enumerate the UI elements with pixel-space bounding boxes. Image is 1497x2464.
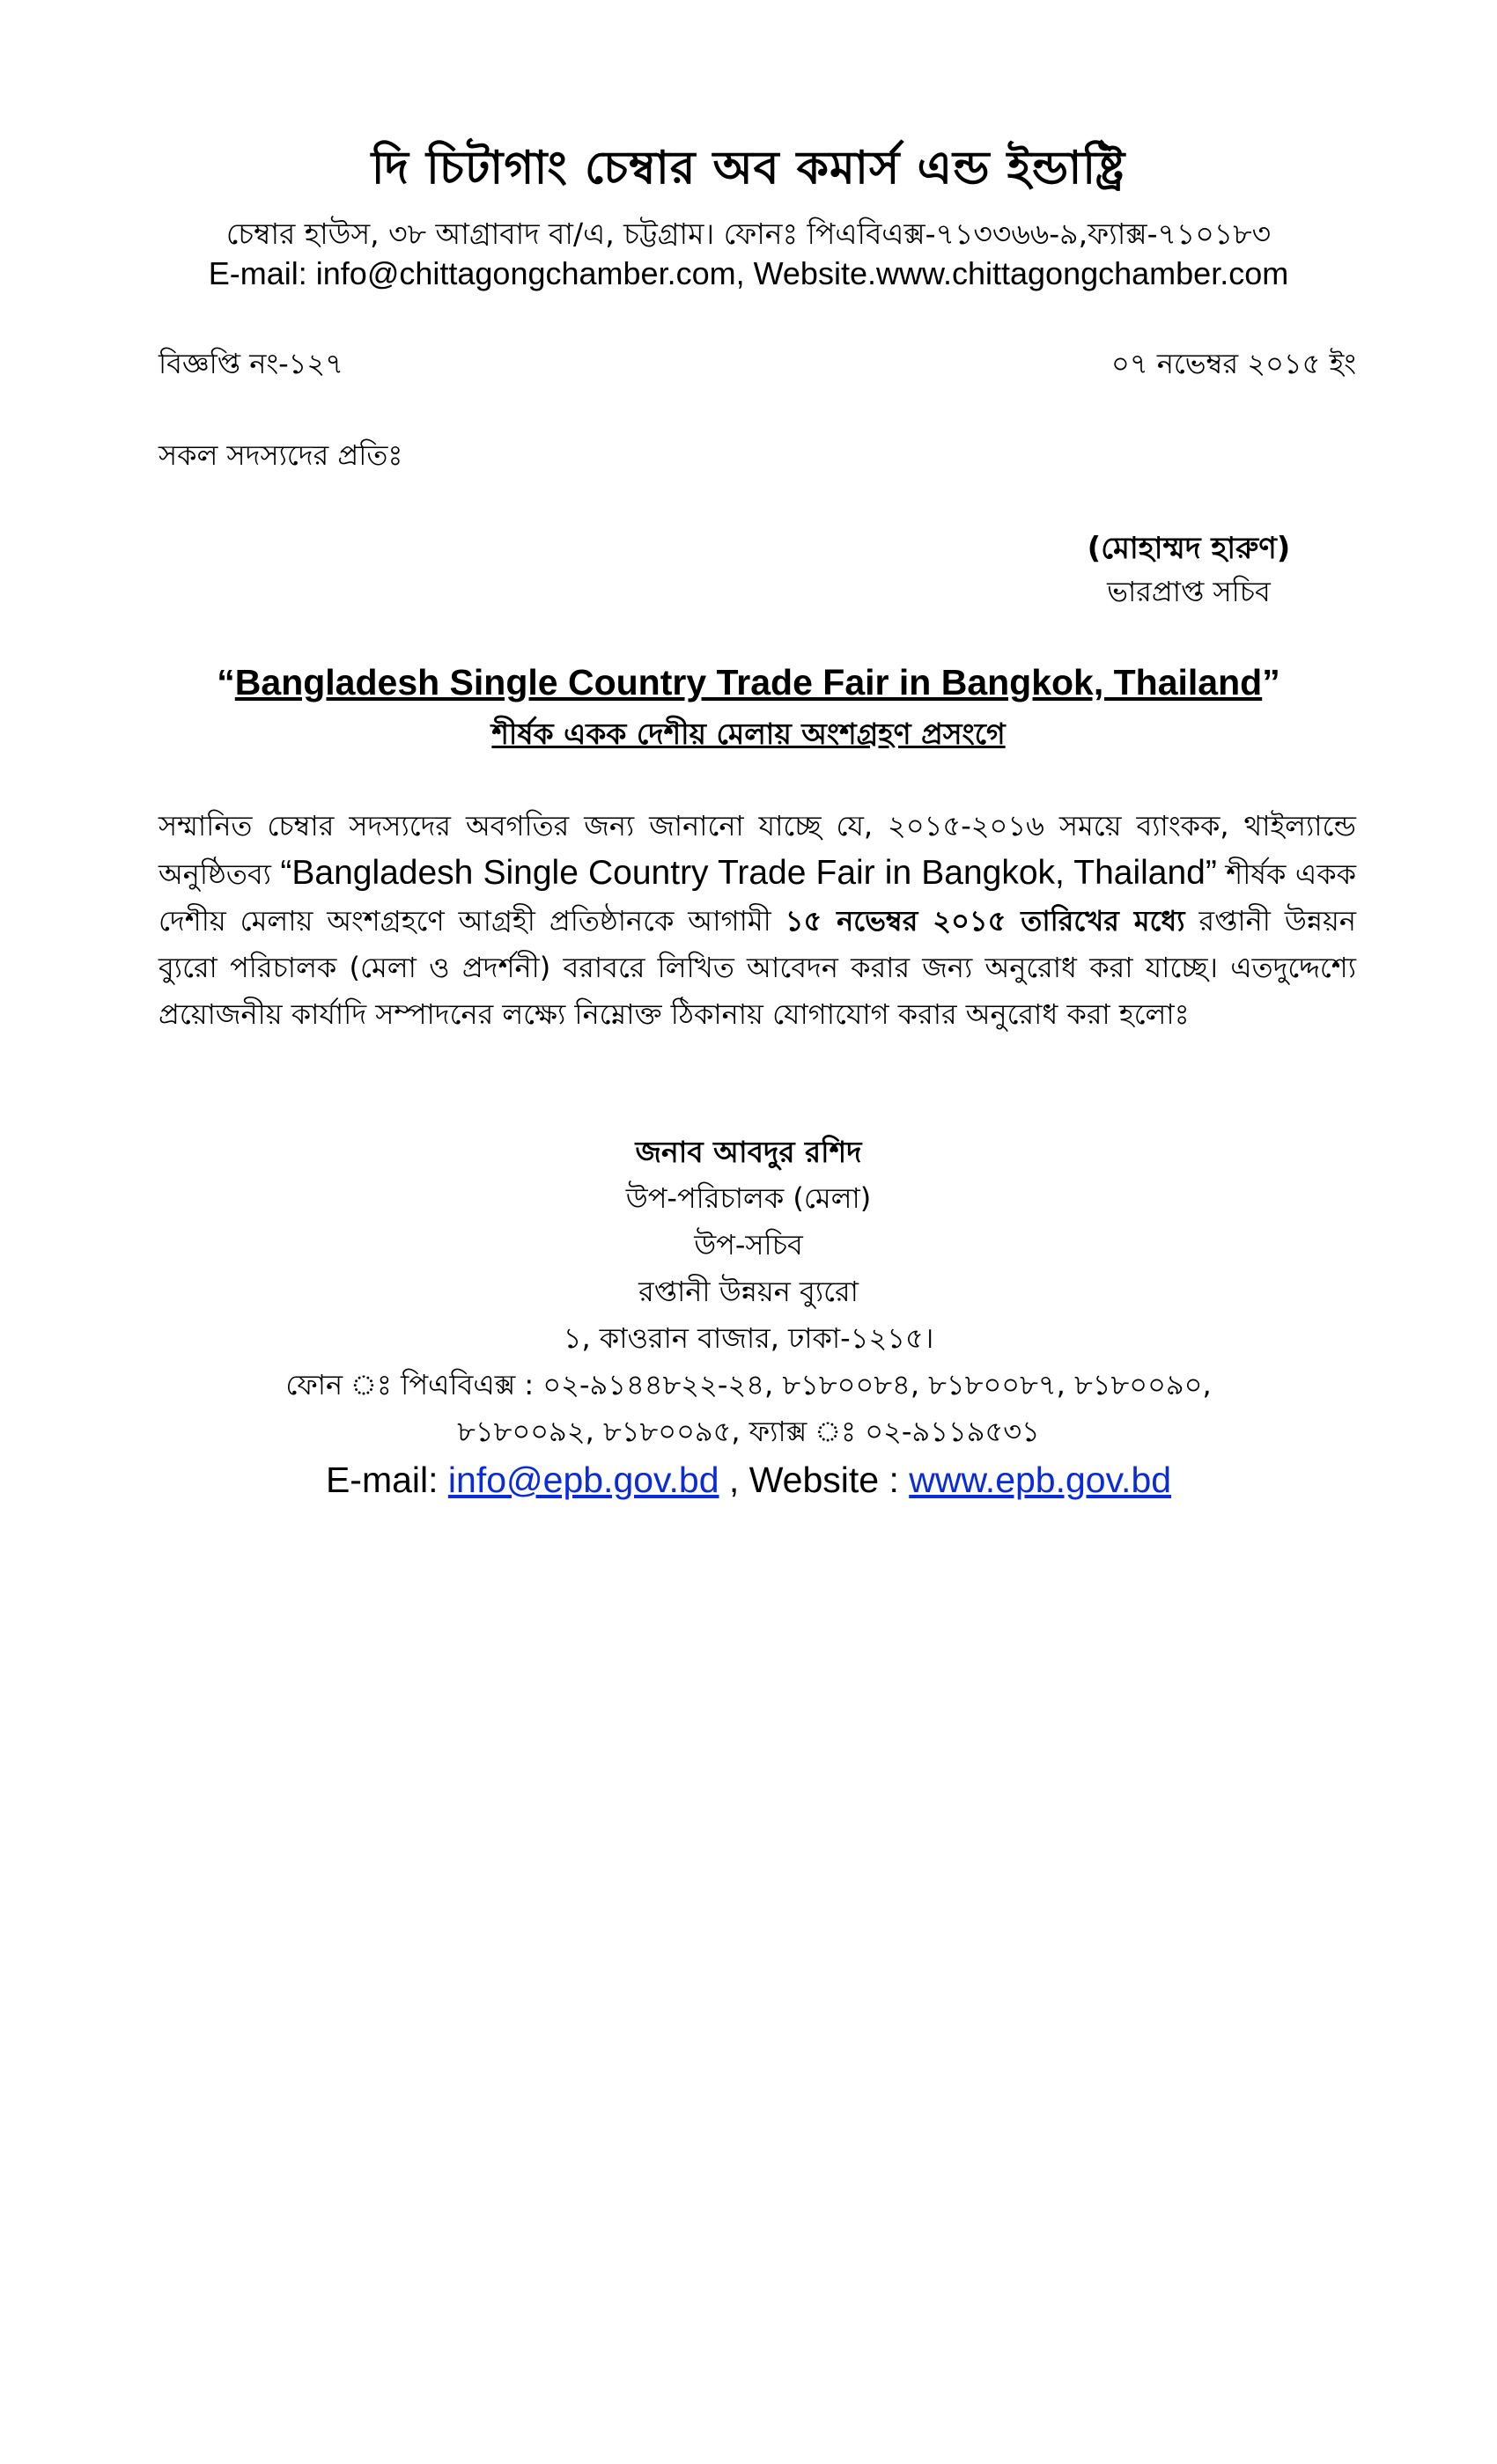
- body-part-2: শীর্ষক একক দেশীয় মেলায় অংশগ্রহণে আগ্রহী প্রতিষ্ঠানকে আগামী: [159, 857, 1356, 938]
- notice-number: বিজ্ঞপ্তি নং-১২৭: [159, 347, 344, 380]
- contact-block: [0, 1129, 1497, 1504]
- org-address: চেম্বার হাউস, ৩৮ আগ্রাবাদ বা/এ, চট্টগ্রাম। ফোনঃ পিএবিএক্স-৭১৩৩৬৬-৯,ফ্যাক্স-৭১০১৮৩: [225, 217, 1272, 251]
- contact-title-2: উপ-সচিব: [694, 1228, 803, 1261]
- body-fair-name: “Bangladesh Single Country Trade Fair in Bangkok, Thailand”: [280, 854, 1217, 892]
- contact-address: ১, কাওরান বাজার, ঢাকা-১২১৫।: [563, 1321, 934, 1355]
- signatory-title: ভারপ্রাপ্ত সচিব: [1107, 575, 1271, 608]
- org-name: দি চিটাগাং চেম্বার অব কমার্স এন্ড ইন্ডাষ্ট্রি: [371, 142, 1126, 195]
- email-link[interactable]: info@epb.gov.bd: [447, 1460, 719, 1500]
- notice-date: ০৭ নভেম্বর ২০১৫ ইং: [1111, 347, 1356, 380]
- subject-english: [0, 662, 1497, 703]
- body-deadline: ১৫ নভেম্বর ২০১৫ তারিখের মধ্যে: [785, 904, 1185, 938]
- subject-bangla-text: শীর্ষক একক দেশীয় মেলায় অংশগ্রহণ প্রসংগে: [491, 717, 1006, 751]
- signatory-name: (মোহাম্মদ হারুণ): [1087, 531, 1291, 566]
- subject-open-quote: “: [217, 662, 235, 702]
- org-contact: E-mail: info@chittagongchamber.com, Website.www.chittagongchamber.com: [208, 255, 1289, 291]
- contact-title-1: উপ-পরিচালক (মেলা): [625, 1181, 872, 1215]
- subject-english-text: Bangladesh Single Country Trade Fair in Bangkok, Thailand: [234, 662, 1263, 702]
- contact-office: রপ্তানী উন্নয়ন ব্যুরো: [638, 1275, 859, 1308]
- website-link[interactable]: www.epb.gov.bd: [909, 1460, 1172, 1500]
- subject-bangla: [0, 711, 1497, 761]
- contact-phone-2: ৮১৮০০৯২, ৮১৮০০৯৫, ফ্যাক্স ঃ ০২-৯১১৯৫৩১: [457, 1415, 1040, 1448]
- contact-name: জনাব আবদুর রশিদ: [635, 1135, 862, 1169]
- email-label: E-mail:: [325, 1460, 448, 1500]
- contact-phone-1: ফোন ঃ পিএবিএক্স : ০২-৯১৪৪৮২২-২৪, ৮১৮০০৮৪, ৮১৮০০৮৭, ৮১৮০০৯০,: [285, 1368, 1212, 1401]
- signature-block: [1021, 526, 1356, 613]
- contact-email-line: [0, 1455, 1497, 1504]
- recipient-line: সকল সদস্যদের প্রতিঃ: [159, 438, 403, 472]
- body-paragraph: [159, 803, 1356, 1038]
- website-label: , Website :: [719, 1460, 910, 1500]
- body-part-3: রপ্তানী উন্নয়ন ব্যুরো পরিচালক (মেলা ও প্রদর্শনী) বরাবরে লিখিত আবেদন করার জন্য অনুরোধ করা যাচ্ছে। এতদুদ্দেশ্যে প্রয়োজনীয় কার্যাদি সম্পাদনের লক্ষ্যে নিম্নোক্ত ঠিকানায় যোগাযোগ করার অনুরোধ করা হলোঃ: [159, 904, 1356, 1031]
- body-part-1: সম্মানিত চেম্বার সদস্যদের অবগতির জন্য জানানো যাচ্ছে যে, ২০১৫-২০১৬ সময়ে ব্যাংকক, থাইল্যান্ডে অনুষ্ঠিতব্য: [159, 809, 1356, 891]
- subject-close-quote: ”: [1262, 662, 1280, 702]
